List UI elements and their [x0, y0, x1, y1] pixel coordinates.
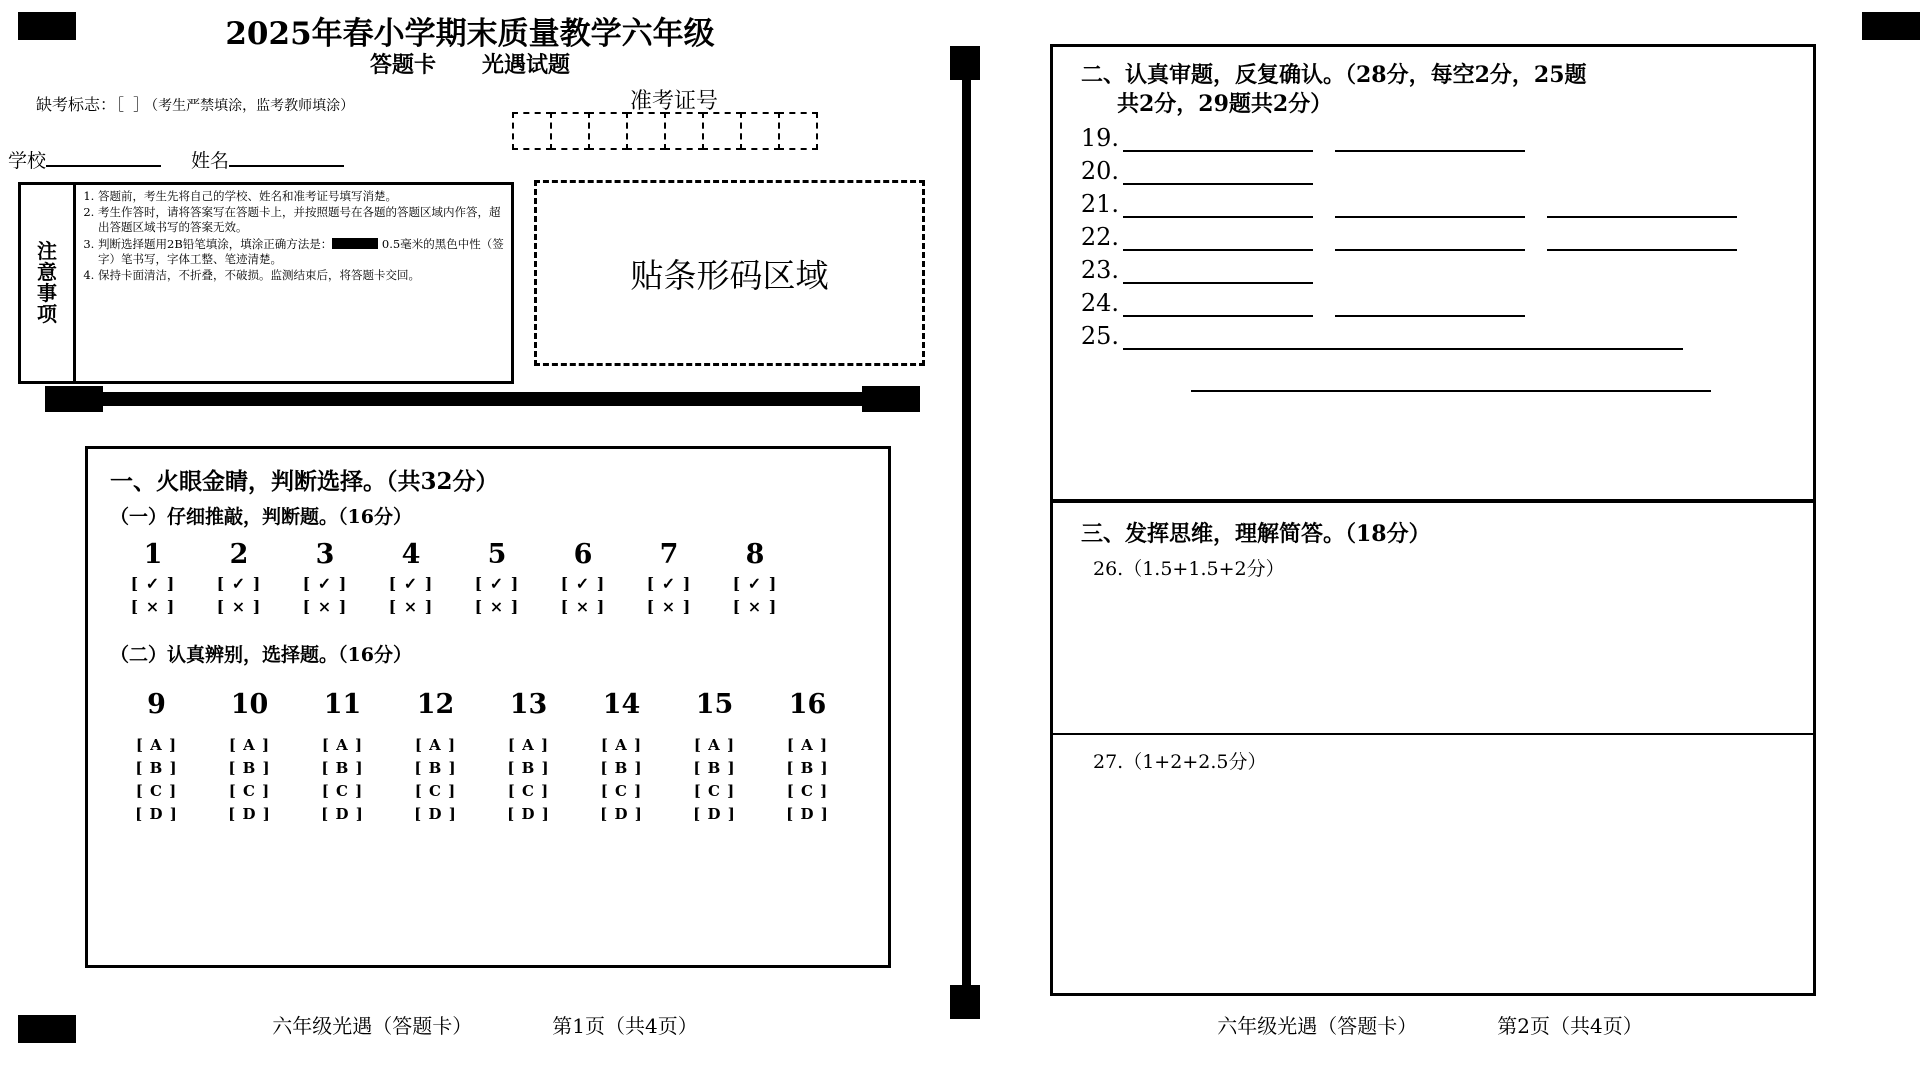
notice-item: 2. 考生作答时，请将答案写在答题卡上，并按照题号在各题的答题区域内作答，超出答题区域书写的答案无效。	[98, 205, 505, 235]
question-number: 7	[659, 539, 679, 570]
answer-blank[interactable]	[1123, 225, 1313, 251]
fill-question-row	[1067, 256, 1813, 284]
section-2-heading-line1: 二、认真审题，反复确认。（28分，每空2分，25题	[1081, 62, 1587, 88]
question-number: 2	[229, 539, 249, 570]
bubble-false[interactable]: [ × ]	[216, 597, 262, 616]
multichoice-number-row	[110, 689, 888, 720]
bubble-a[interactable]: [ A ]	[135, 736, 178, 754]
answer-blank[interactable]	[1335, 291, 1525, 317]
multichoice-row-d	[110, 805, 888, 823]
answer-blank[interactable]	[1123, 192, 1313, 218]
bubble-false[interactable]: [ × ]	[130, 597, 176, 616]
multichoice-row-c	[110, 782, 888, 800]
section-1-sub2: （二）认真辨别，选择题。（16分）	[110, 644, 412, 666]
question-number: 5	[487, 539, 507, 570]
bubble-c[interactable]: [ C ]	[414, 782, 457, 800]
bubble-a[interactable]: [ A ]	[507, 736, 550, 754]
left-sheet	[0, 0, 940, 1080]
name-input[interactable]	[229, 165, 344, 167]
question-number: 22.	[1080, 223, 1119, 252]
school-label: 学校	[8, 150, 47, 172]
bubble-a[interactable]: [ A ]	[321, 736, 364, 754]
question-number: 20.	[1080, 157, 1119, 186]
bubble-a[interactable]: [ A ]	[693, 736, 736, 754]
absent-label: 缺考标志：	[36, 95, 117, 114]
question-number: 9	[147, 689, 166, 720]
ticket-cell[interactable]	[778, 112, 818, 150]
bubble-b[interactable]: [ B ]	[600, 759, 643, 777]
bubble-d[interactable]: [ D ]	[507, 805, 550, 823]
corner-mark-top-left	[18, 12, 76, 40]
question-27-label: 27.（1+2+2.5分）	[1093, 751, 1267, 773]
absent-bracket[interactable]: ［ ］	[116, 95, 152, 114]
bubble-b[interactable]: [ B ]	[693, 759, 736, 777]
fill-question-extra-row	[1067, 366, 1813, 392]
footer-left-page: 第1页（共4页）	[552, 1014, 698, 1038]
answer-blank[interactable]	[1191, 366, 1711, 392]
bubble-a[interactable]: [ A ]	[600, 736, 643, 754]
bubble-b[interactable]: [ B ]	[321, 759, 364, 777]
section-2-heading-line2: 共2分，29题共2分）	[1117, 91, 1333, 118]
question-number: 10	[230, 689, 269, 720]
corner-mark-bottom-left	[18, 1015, 76, 1043]
bubble-d[interactable]: [ D ]	[228, 805, 271, 823]
section-1-heading: 一、火眼金睛，判断选择。（共32分）	[110, 468, 499, 495]
question-number: 13	[509, 689, 548, 720]
question-number: 25.	[1080, 322, 1119, 351]
name-label: 姓名	[191, 150, 230, 172]
bubble-d[interactable]: [ D ]	[693, 805, 736, 823]
bubble-c[interactable]: [ C ]	[600, 782, 643, 800]
bubble-true[interactable]: [ ✓ ]	[560, 574, 606, 593]
vertical-mark-bottom	[950, 985, 980, 1019]
section-1-box	[85, 446, 891, 968]
answer-blank[interactable]	[1335, 126, 1525, 152]
section-3-divider	[1053, 733, 1813, 735]
question-number: 3	[315, 539, 335, 570]
ticket-cell[interactable]	[512, 112, 552, 150]
bubble-b[interactable]: [ B ]	[135, 759, 178, 777]
ticket-number-label: 准考证号	[630, 89, 719, 114]
notice-item: 4. 保持卡面清洁，不折叠，不破损。监测结束后，将答题卡交回。	[98, 268, 505, 283]
question-number: 21.	[1080, 190, 1119, 219]
question-number: 12	[416, 689, 455, 720]
notice-body	[76, 185, 511, 381]
barcode-label: 贴条形码区域	[630, 255, 829, 295]
answer-blank[interactable]	[1123, 126, 1313, 152]
bubble-a[interactable]: [ A ]	[786, 736, 829, 754]
truefalse-true-row	[110, 574, 888, 593]
question-number: 1	[143, 539, 163, 570]
section-1-sub1: （一）仔细推敲，判断题。（16分）	[110, 506, 412, 528]
ticket-cell[interactable]	[550, 112, 590, 150]
bubble-true[interactable]: [ ✓ ]	[216, 574, 262, 593]
footer-right-text: 六年级光遇（答题卡）	[1217, 1014, 1418, 1038]
bubble-c[interactable]: [ C ]	[228, 782, 271, 800]
timing-bar	[45, 392, 920, 406]
bubble-false[interactable]: [ × ]	[302, 597, 348, 616]
bubble-c[interactable]: [ C ]	[693, 782, 736, 800]
ticket-cell[interactable]	[664, 112, 704, 150]
bubble-false[interactable]: [ × ]	[388, 597, 434, 616]
barcode-area[interactable]	[534, 180, 925, 366]
subtitle-left: 答题卡	[369, 52, 436, 78]
footer-right	[1050, 1010, 1810, 1039]
bubble-d[interactable]: [ D ]	[786, 805, 829, 823]
bubble-true[interactable]: [ ✓ ]	[130, 574, 176, 593]
fill-question-row	[1067, 223, 1813, 251]
timing-bar-left-block	[45, 386, 103, 412]
fill-question-row	[1067, 322, 1813, 350]
right-sheet	[1040, 0, 1920, 1080]
notice-box	[18, 182, 514, 384]
bubble-c[interactable]: [ C ]	[786, 782, 829, 800]
school-name-row	[8, 146, 344, 173]
bubble-true[interactable]: [ ✓ ]	[474, 574, 520, 593]
bubble-c[interactable]: [ C ]	[507, 782, 550, 800]
question-number: 11	[323, 689, 362, 720]
bubble-d[interactable]: [ D ]	[135, 805, 178, 823]
answer-blank[interactable]	[1123, 258, 1313, 284]
question-number: 24.	[1080, 289, 1119, 318]
footer-left	[85, 1010, 885, 1039]
bubble-a[interactable]: [ A ]	[228, 736, 271, 754]
bubble-false[interactable]: [ × ]	[646, 597, 692, 616]
question-number: 23.	[1080, 256, 1119, 285]
question-number: 6	[573, 539, 593, 570]
notice-item: 1. 答题前，考生先将自己的学校、姓名和准考证号填写消楚。	[98, 189, 505, 204]
bubble-b[interactable]: [ B ]	[507, 759, 550, 777]
page-subtitle	[140, 48, 800, 79]
section-3-heading: 三、发挥思维，理解简答。（18分）	[1081, 521, 1431, 547]
multichoice-row-a	[110, 736, 888, 754]
ticket-cell[interactable]	[626, 112, 666, 150]
fill-question-row	[1067, 124, 1813, 152]
question-number: 14	[602, 689, 641, 720]
multichoice-row-b	[110, 759, 888, 777]
ticket-cell[interactable]	[740, 112, 780, 150]
answer-blank[interactable]	[1547, 225, 1737, 251]
notice-title: 注 意 事 项	[21, 185, 76, 381]
bubble-d[interactable]: [ D ]	[414, 805, 457, 823]
fill-question-row	[1067, 157, 1813, 185]
fill-question-row	[1067, 289, 1813, 317]
bubble-false[interactable]: [ × ]	[732, 597, 778, 616]
answer-blank[interactable]	[1335, 225, 1525, 251]
footer-left-text: 六年级光遇（答题卡）	[272, 1014, 473, 1038]
bubble-true[interactable]: [ ✓ ]	[646, 574, 692, 593]
bubble-d[interactable]: [ D ]	[600, 805, 643, 823]
timing-bar-right-block	[862, 386, 920, 412]
vertical-mark-top	[950, 46, 980, 80]
question-number: 15	[695, 689, 734, 720]
question-number: 8	[745, 539, 765, 570]
question-number: 16	[788, 689, 827, 720]
question-number: 19.	[1080, 124, 1119, 153]
answer-blank[interactable]	[1123, 324, 1683, 350]
page-title: 2025年春小学期末质量教学六年级	[225, 16, 715, 52]
bubble-false[interactable]: [ × ]	[474, 597, 520, 616]
question-26-label: 26.（1.5+1.5+2分）	[1093, 558, 1285, 580]
corner-mark-top-right	[1862, 12, 1920, 40]
section-2-box	[1050, 44, 1816, 502]
ticket-cell[interactable]	[702, 112, 742, 150]
bubble-false[interactable]: [ × ]	[560, 597, 606, 616]
footer-right-page: 第2页（共4页）	[1497, 1014, 1643, 1038]
bubble-a[interactable]: [ A ]	[414, 736, 457, 754]
bubble-true[interactable]: [ ✓ ]	[732, 574, 778, 593]
bubble-true[interactable]: [ ✓ ]	[388, 574, 434, 593]
bubble-b[interactable]: [ B ]	[786, 759, 829, 777]
ticket-cell[interactable]	[588, 112, 628, 150]
answer-blank[interactable]	[1123, 159, 1313, 185]
truefalse-number-row	[110, 539, 888, 570]
absent-mark-row	[36, 92, 354, 115]
notice-item: 3. 判断选择题用2B铅笔填涂，填涂正确方法是： 0.5毫米的黑色中性（签字）笔书写，字体工整、笔迹清楚。	[98, 237, 505, 267]
school-input[interactable]	[46, 165, 161, 167]
answer-blank[interactable]	[1547, 192, 1737, 218]
bubble-b[interactable]: [ B ]	[414, 759, 457, 777]
bubble-d[interactable]: [ D ]	[321, 805, 364, 823]
answer-blank[interactable]	[1335, 192, 1525, 218]
bubble-true[interactable]: [ ✓ ]	[302, 574, 348, 593]
answer-blank[interactable]	[1123, 291, 1313, 317]
ticket-number-boxes[interactable]	[512, 112, 816, 150]
bubble-c[interactable]: [ C ]	[321, 782, 364, 800]
subtitle-right: 光遇试题	[482, 52, 571, 78]
fill-question-row	[1067, 190, 1813, 218]
absent-note: （考生严禁填涂，监考教师填涂）	[151, 98, 355, 114]
section-3-box	[1050, 500, 1816, 996]
question-number: 4	[401, 539, 421, 570]
bubble-b[interactable]: [ B ]	[228, 759, 271, 777]
bubble-c[interactable]: [ C ]	[135, 782, 178, 800]
section-2-heading	[1081, 61, 1813, 119]
truefalse-false-row	[110, 597, 888, 616]
vertical-timing-bar	[962, 56, 971, 1006]
